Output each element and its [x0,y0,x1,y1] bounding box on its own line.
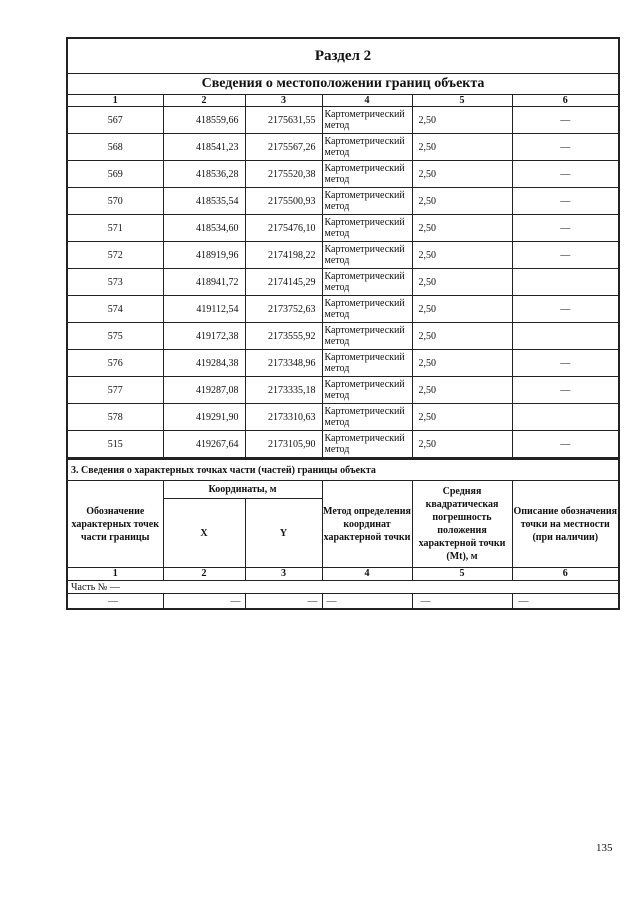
y-coordinate-cell: 2175520,38 [245,161,322,188]
table-row [67,377,619,404]
error-cell: 2,50 [412,161,512,188]
error-cell: 2,50 [412,269,512,296]
point-number-cell: 568 [67,134,163,161]
table-row [67,188,619,215]
point-number-cell: 567 [67,107,163,134]
x-coordinate-cell: 418541,23 [163,134,245,161]
column-number: 1 [67,568,163,581]
description-cell: — [512,161,619,188]
method-cell: Картометрический метод [322,107,412,134]
table-row [67,323,619,350]
x-coordinate-cell: 419291,90 [163,404,245,431]
table-row [67,350,619,377]
y-coordinate-cell: 2175567,26 [245,134,322,161]
y-coordinate-cell: 2173310,63 [245,404,322,431]
y-coordinate-cell: 2174145,29 [245,269,322,296]
point-number-cell: 575 [67,323,163,350]
column-number: 5 [412,568,512,581]
y-coordinate-cell: 2173348,96 [245,350,322,377]
method-cell: Картометрический метод [322,350,412,377]
description-cell: — [512,242,619,269]
point-number-cell: 515 [67,431,163,459]
point-number-cell: 573 [67,269,163,296]
description-cell: — [512,431,619,459]
method-cell: Картометрический метод [322,431,412,459]
error-cell: 2,50 [412,323,512,350]
section-title: Раздел 2 [67,38,619,74]
method-cell: Картометрический метод [322,242,412,269]
point-number-cell: 577 [67,377,163,404]
error-cell: 2,50 [412,350,512,377]
dash-cell: — [512,594,619,610]
x-coordinate-cell: 418535,54 [163,188,245,215]
error-cell: 2,50 [412,134,512,161]
point-number-cell: 574 [67,296,163,323]
y-coordinate-cell: 2173105,90 [245,431,322,459]
column-number: 5 [412,95,512,107]
description-cell [512,404,619,431]
header-y: Y [245,499,322,568]
description-cell [512,323,619,350]
table-row [67,296,619,323]
column-number: 2 [163,568,245,581]
table-row [67,242,619,269]
description-cell: — [512,350,619,377]
point-number-cell: 578 [67,404,163,431]
x-coordinate-cell: 418559,66 [163,107,245,134]
header-method: Метод определения координат характерной точки [322,481,412,568]
error-cell: 2,50 [412,377,512,404]
column-number: 6 [512,95,619,107]
x-coordinate-cell: 419112,54 [163,296,245,323]
table-row [67,215,619,242]
column-number: 2 [163,95,245,107]
y-coordinate-cell: 2174198,22 [245,242,322,269]
method-cell: Картометрический метод [322,323,412,350]
y-coordinate-cell: 2173555,92 [245,323,322,350]
table-row [67,107,619,134]
description-cell: — [512,134,619,161]
page-number: 135 [596,842,613,854]
method-cell: Картометрический метод [322,269,412,296]
column-number: 3 [245,95,322,107]
x-coordinate-cell: 418536,28 [163,161,245,188]
y-coordinate-cell: 2175631,55 [245,107,322,134]
header-description: Описание обозначения точки на местности (при наличии) [512,481,619,568]
table-row [67,431,619,459]
table-row [67,269,619,296]
part3-table [66,459,620,610]
x-coordinate-cell: 419267,64 [163,431,245,459]
description-cell: — [512,188,619,215]
y-coordinate-cell: 2173752,63 [245,296,322,323]
column-number: 4 [322,568,412,581]
description-cell [512,269,619,296]
column-number: 6 [512,568,619,581]
x-coordinate-cell: 419172,38 [163,323,245,350]
error-cell: 2,50 [412,431,512,459]
method-cell: Картометрический метод [322,377,412,404]
x-coordinate-cell: 418941,72 [163,269,245,296]
point-number-cell: 576 [67,350,163,377]
dash-cell: — [67,594,163,610]
part-label: Часть № — [67,581,619,594]
description-cell: — [512,296,619,323]
column-number: 1 [67,95,163,107]
section-subtitle: Сведения о местоположении границ объекта [67,74,619,95]
method-cell: Картометрический метод [322,215,412,242]
dash-cell: — [322,594,412,610]
part3-data-row [67,594,619,610]
column-number: 3 [245,568,322,581]
x-coordinate-cell: 419287,08 [163,377,245,404]
error-cell: 2,50 [412,107,512,134]
description-cell: — [512,215,619,242]
part3-column-number-row [67,568,619,581]
y-coordinate-cell: 2173335,18 [245,377,322,404]
section2-table [66,37,620,459]
x-coordinate-cell: 419284,38 [163,350,245,377]
description-cell: — [512,107,619,134]
table-row [67,161,619,188]
dash-cell: — [163,594,245,610]
table-row [67,404,619,431]
header-x: X [163,499,245,568]
dash-cell: — [245,594,322,610]
method-cell: Картометрический метод [322,161,412,188]
document-table-frame [66,37,618,610]
point-number-cell: 571 [67,215,163,242]
point-number-cell: 572 [67,242,163,269]
table-row [67,134,619,161]
method-cell: Картометрический метод [322,296,412,323]
point-number-cell: 570 [67,188,163,215]
point-number-cell: 569 [67,161,163,188]
part3-title: 3. Сведения о характерных точках части (частей) границы объекта [67,460,619,481]
x-coordinate-cell: 418534,60 [163,215,245,242]
error-cell: 2,50 [412,404,512,431]
header-error: Средняя квадратическая погрешность положения характерной точки (Мt), м [412,481,512,568]
method-cell: Картометрический метод [322,134,412,161]
y-coordinate-cell: 2175500,93 [245,188,322,215]
header-coordinates: Координаты, м [163,481,322,499]
dash-cell: — [412,594,512,610]
column-number: 4 [322,95,412,107]
method-cell: Картометрический метод [322,188,412,215]
description-cell: — [512,377,619,404]
column-number-row [67,95,619,107]
header-designation: Обозначение характерных точек части границы [67,481,163,568]
error-cell: 2,50 [412,188,512,215]
error-cell: 2,50 [412,242,512,269]
error-cell: 2,50 [412,296,512,323]
y-coordinate-cell: 2175476,10 [245,215,322,242]
error-cell: 2,50 [412,215,512,242]
method-cell: Картометрический метод [322,404,412,431]
x-coordinate-cell: 418919,96 [163,242,245,269]
